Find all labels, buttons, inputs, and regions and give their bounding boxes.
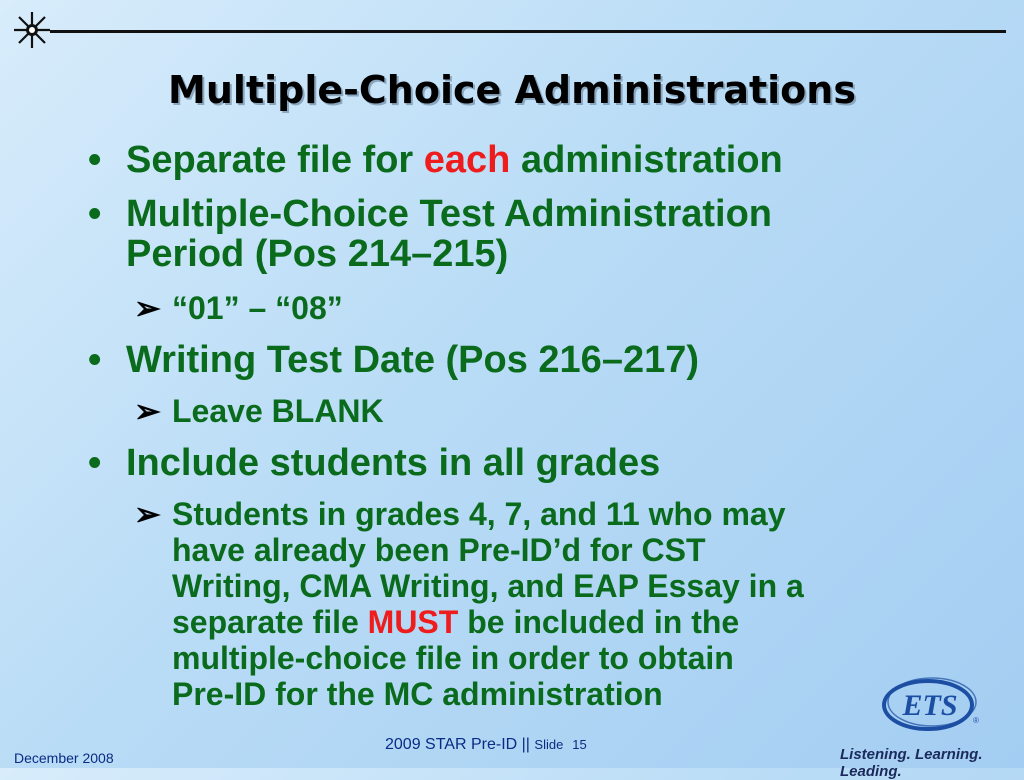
sub-bullet-students-grades bbox=[134, 496, 804, 712]
sub-bullet-text: Leave BLANK bbox=[172, 393, 384, 429]
arrow-bullet-icon: ➢ bbox=[134, 290, 161, 326]
sub-bullet-line: multiple-choice file in order to obtain bbox=[172, 640, 734, 676]
bullet-mc-period bbox=[88, 194, 772, 274]
highlight-text: MUST bbox=[367, 604, 459, 640]
star-logo-icon bbox=[12, 10, 52, 50]
bullet-separate-file bbox=[88, 140, 783, 180]
sub-bullet-text: “01” – “08” bbox=[172, 290, 343, 326]
bullet-text: Separate file for bbox=[126, 139, 424, 181]
bullet-text: administration bbox=[510, 139, 783, 181]
ets-tagline: Listening. Learning. Leading. bbox=[840, 746, 983, 780]
bullet-text-line: Multiple-Choice Test Administration bbox=[126, 193, 773, 235]
bullet-writing-date bbox=[88, 340, 699, 380]
bullet-text: Include students in all grades bbox=[126, 442, 661, 484]
footer-title: 2009 STAR Pre-ID || bbox=[385, 736, 535, 753]
bullet-glyph: • bbox=[88, 442, 102, 484]
slide-title: Multiple-Choice Administrations bbox=[168, 68, 856, 112]
ets-logo-icon bbox=[880, 675, 980, 733]
sub-bullet-leave-blank bbox=[134, 393, 384, 429]
arrow-bullet-icon: ➢ bbox=[134, 496, 161, 532]
bullet-glyph: • bbox=[88, 139, 102, 181]
footer-slide-word: Slide bbox=[534, 737, 564, 752]
sub-bullet-line: have already been Pre-ID’d for CST bbox=[172, 532, 706, 568]
ets-logo-text: ETS bbox=[902, 689, 958, 722]
bullet-text: Writing Test Date (Pos 216–217) bbox=[126, 339, 700, 381]
sub-bullet-line: Pre-ID for the MC administration bbox=[172, 676, 663, 712]
top-rule-divider bbox=[50, 30, 1006, 33]
sub-bullet-codes bbox=[134, 290, 343, 326]
sub-bullet-line: separate file bbox=[172, 604, 368, 640]
bullet-glyph: • bbox=[88, 339, 102, 381]
footer-center bbox=[385, 736, 587, 754]
sub-bullet-line: Writing, CMA Writing, and EAP Essay in a bbox=[172, 568, 804, 604]
bullet-include-students bbox=[88, 443, 660, 483]
sub-bullet-line: Students in grades 4, 7, and 11 who may bbox=[172, 496, 786, 532]
bullet-glyph: • bbox=[88, 193, 102, 235]
footer-date: December 2008 bbox=[14, 750, 114, 766]
arrow-bullet-icon: ➢ bbox=[134, 393, 161, 429]
highlight-text: each bbox=[423, 139, 511, 181]
bullet-text-line: Period (Pos 214–215) bbox=[126, 233, 509, 275]
svg-text:®: ® bbox=[973, 716, 979, 725]
slide-number: 15 bbox=[572, 737, 587, 752]
sub-bullet-line: be included in the bbox=[458, 604, 740, 640]
